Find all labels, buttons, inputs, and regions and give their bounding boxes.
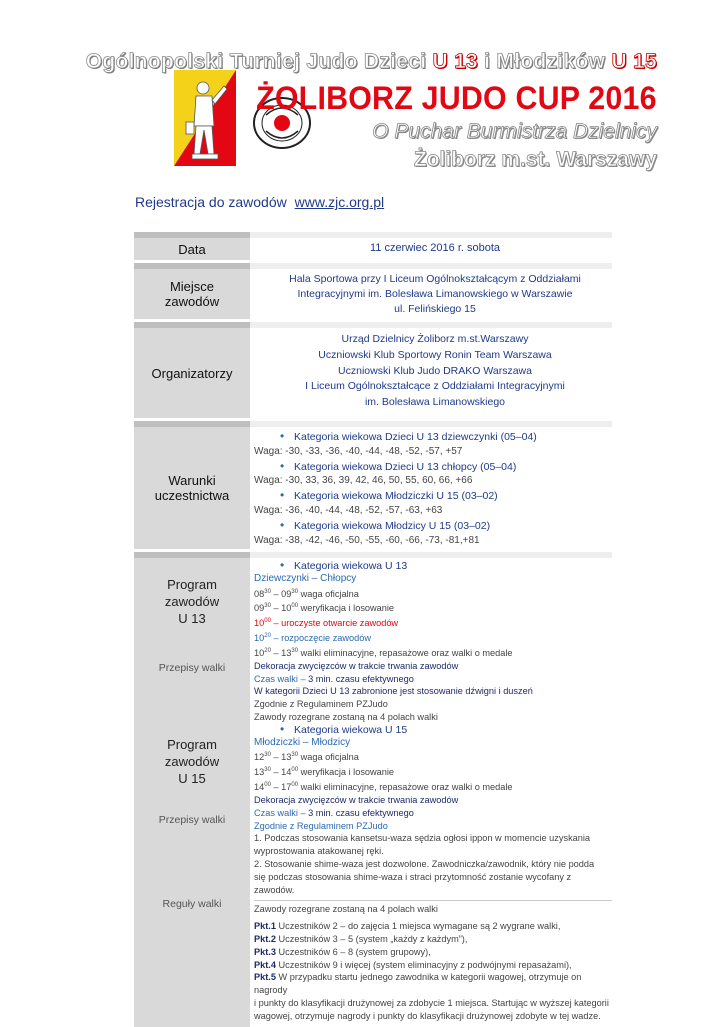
schedule-item: $14^{00} - 17^{00}$ walki eliminacyjne, repasażowe oraz walki o medale [254, 782, 513, 793]
rule-line: Zgodnie z Regulaminem PZJudo [254, 820, 388, 831]
weights-line: Waga: -36, -40, -44, -48, -52, -57, -63, +63 [254, 504, 443, 516]
category-item: • Kategoria wiekowa Dzieci U 13 dziewczynki (05–04) [294, 430, 612, 445]
category-item: • Kategoria wiekowa Dzieci U 13 chłopcy (05–04) [294, 460, 612, 475]
schedule-item: $12^{30} - 13^{30}$ waga oficjalna [254, 752, 359, 763]
page-header [0, 0, 725, 180]
organizers-value: Urząd Dzielnicy Żoliborz m.st.Warszawy Uczniowski Klub Sportowy Ronin Team Warszawa Uczniowski Klub Judo DRAKO Warszawa I Liceum Ogólnokształcące z Oddziałami Integracyjnymi im. Bolesława Limanowskiego [250, 328, 612, 418]
rule-point-cont: i punkty do klasyfikacji drużynowej za zdobycie 1 miejsca. Startując w wyższej kategorii [254, 998, 609, 1008]
row-organizers [134, 328, 612, 421]
rule-line: Zawody rozegrane zostaną na 4 polach walki [254, 712, 438, 723]
rule-point: Pkt.2 Uczestników 3 – 5 (system „każdy z każdym”), [254, 934, 468, 945]
weights-line: Waga: -30, 33, 36, 39, 42, 46, 50, 55, 60, 66, +66 [254, 475, 473, 487]
program-labels [134, 558, 250, 1027]
category-item: • Kategoria wiekowa U 15 [294, 724, 612, 737]
district-line: Żoliborz m.st. Warszawy [413, 148, 657, 171]
info-table [134, 232, 612, 1027]
registration-link[interactable]: www.zjc.org.pl [294, 194, 385, 210]
rule-point: Pkt.5 W przypadku startu jednego zawodnika w kategorii wagowej, otrzymuje on nagrody [254, 972, 582, 996]
fight-rules-label: Reguły walki [162, 898, 222, 910]
rule-line: wyprostowania atakowanej ręki. [254, 846, 384, 857]
program-u13-label: Program zawodów U 13 [164, 577, 220, 626]
weights-line: Waga: -38, -42, -46, -50, -55, -60, -66, -73, -81,+81 [254, 534, 480, 546]
subcategory: Dziewczynki – Chłopcy [254, 572, 357, 584]
venue-value: Hala Sportowa przy I Liceum Ogólnokształcącym z Oddziałami Integracyjnymi im. Bolesława Limanowskiego w Warszawie ul. Felińskiego 15 [250, 269, 612, 319]
rule-line: 1. Podczas stosowania kansetsu-waza sędzia ogłosi ippon w momencie uzyskania [254, 833, 591, 844]
weights-line: Waga: -30, -33, -36, -40, -44, -48, -52, -57, +57 [254, 445, 463, 457]
row-venue [134, 269, 612, 322]
label-date: Data [134, 238, 250, 260]
rule-line: się podczas stosowania shime-waza i straci przytomność zostanie wycofany z zawodów. [254, 871, 572, 895]
conditions-value [250, 427, 612, 549]
schedule-item: $08^{30} - 09^{30}$ waga oficjalna [254, 588, 359, 599]
zoliborz-crest-logo [174, 70, 236, 166]
rules-label: Przepisy walki [158, 814, 226, 826]
schedule-item: $13^{30} - 14^{00}$ weryfikacja i losowanie [254, 767, 395, 778]
rule-point: Pkt.1 Uczestników 2 – do zajęcia 1 miejsca wymagane są 2 wygrane walki, [254, 921, 561, 932]
rule-line: Czas walki – 3 min. czasu efektywnego [254, 673, 414, 684]
schedule-item: $10^{20} - 13^{30}$ walki eliminacyjne, repasażowe oraz walki o medale [254, 648, 513, 659]
label-organizers: Organizatorzy [134, 328, 250, 418]
rule-point: Pkt.3 Uczestników 6 – 8 (system grupowy), [254, 946, 431, 957]
rule-line: Zgodnie z Regulaminem PZJudo [254, 699, 388, 710]
row-conditions [134, 427, 612, 552]
rule-line: W kategorii Dzieci U 13 zabronione jest stosowanie dźwigni i duszeń [254, 686, 533, 697]
registration-label: Rejestracja do zawodów [135, 194, 287, 210]
rule-line: Zawody rozegrane zostaną na 4 polach walki [254, 904, 438, 915]
label-conditions: Warunki uczestnictwa [134, 427, 250, 549]
category-item: • Kategoria wiekowa U 13 [294, 560, 612, 573]
category-item: • Kategoria wiekowa Młodziczki U 15 (03–02) [294, 489, 612, 504]
rule-line: 2. Stosowanie shime-waza jest dozwolone. Zawodniczka/zawodnik, który nie podda [254, 859, 595, 870]
registration-line [135, 194, 384, 210]
label-venue: Miejsce zawodów [134, 269, 250, 319]
schedule-item: $10^{20}$ – rozpoczęcie zawodów [254, 633, 372, 644]
rule-line: Dekoracja zwycięzców w trakcie trwania zawodów [254, 795, 459, 806]
trophy-line: O Puchar Burmistrza Dzielnicy [372, 120, 657, 143]
rules-label: Przepisy walki [158, 662, 226, 674]
rule-point: Pkt.4 Uczestników 9 i więcej (system eliminacyjny z podwójnymi repasażami), [254, 959, 572, 970]
rule-line: Dekoracja zwycięzców w trakcie trwania zawodów [254, 660, 459, 671]
schedule-item: $10^{00}$ – uroczyste otwarcie zawodów [254, 618, 399, 629]
program-section [134, 558, 612, 1027]
subcategory: Młodziczki – Młodzicy [254, 736, 351, 748]
rule-point-cont: wagowej, otrzymuje nagrody i punkty do klasyfikacji drużynowej zdobyte w tej wadze. [254, 1010, 601, 1021]
program-value [250, 558, 612, 1027]
rule-line: Czas walki – 3 min. czasu efektywnego [254, 807, 414, 818]
category-item: • Kategoria wiekowa Młodzicy U 15 (03–02) [294, 519, 612, 534]
divider [254, 900, 612, 901]
date-value: 11 czerwiec 2016 r. sobota [250, 238, 612, 260]
row-date [134, 238, 612, 263]
tournament-title: ŻOLIBORZ JUDO CUP 2016 [256, 80, 657, 116]
schedule-item: $09^{30} - 10^{00}$ weryfikacja i losowanie [254, 603, 395, 614]
program-u15-label: Program zawodów U 15 [164, 737, 220, 786]
tournament-subtitle: Ogólnopolski Turniej Judo Dzieci U 13 i Młodzików U 15 [85, 50, 657, 73]
